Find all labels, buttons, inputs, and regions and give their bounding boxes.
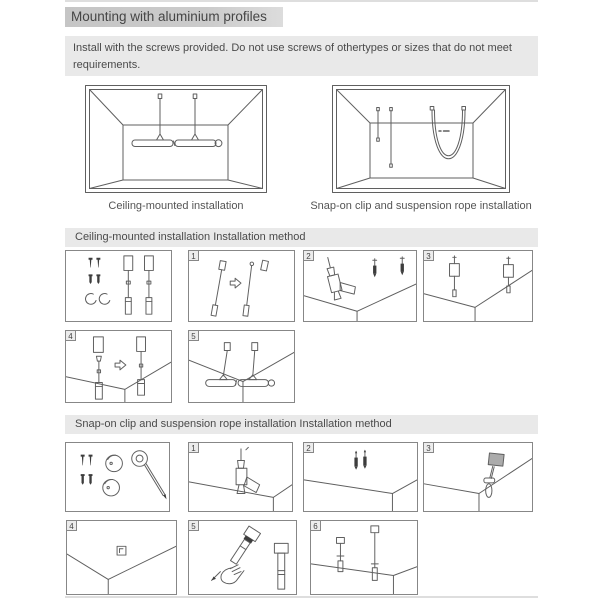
step-number-badge: 4 [66,520,77,531]
mounted-plate-step-icon [67,521,176,594]
rope-installation-room-diagram [332,85,510,193]
hanging-ropes-step-icon [311,521,417,594]
s2-step-panel-4 [66,520,177,595]
canopy-mounting-step-icon [424,251,532,321]
ceiling-mounted-room-diagram [85,85,267,193]
section-heading-ceiling: Ceiling-mounted installation Installation method [65,228,538,247]
page-title: Mounting with aluminium profiles [65,7,283,27]
s1-step-panel-2 [303,250,417,322]
top-divider [65,0,538,2]
step-number-badge: 1 [188,442,199,453]
s2-step-panel-3 [423,442,533,512]
s2-step-panel-1 [188,442,293,512]
s2-parts-panel [65,442,170,512]
step-number-badge: 3 [423,442,434,453]
wire-kit-parts-icon [66,251,171,321]
s1-parts-panel [65,250,172,322]
ceiling-mounted-caption: Ceiling-mounted installation [108,200,244,212]
anchors-ceiling-step-icon [304,443,417,511]
step-number-badge: 2 [303,442,314,453]
drill-up-step-icon [189,443,292,511]
s1-step-panel-1 [188,250,295,322]
step-number-badge: 5 [188,520,199,531]
step-number-badge: 2 [303,250,314,261]
s1-step-panel-3 [423,250,533,322]
s1-step-panel-4 [65,330,172,403]
clip-plate-step-icon [424,443,532,511]
bottom-divider [65,596,538,598]
s2-step-panel-2 [303,442,418,512]
rope-installation-caption: Snap-on clip and suspension rope installation [310,200,532,212]
wire-attach-step-icon [66,331,171,402]
room-perspective-ceiling-icon [85,85,267,193]
section-heading-rope: Snap-on clip and suspension rope installation Installation method [65,415,538,434]
s2-step-panel-5 [188,520,297,595]
step-number-badge: 5 [188,330,199,341]
wire-assembly-step-icon [189,251,294,321]
s2-step-panel-6 [310,520,418,595]
step-number-badge: 6 [310,520,321,531]
s1-step-panel-5 [188,330,295,403]
step-number-badge: 3 [423,250,434,261]
drill-ceiling-step-icon [304,251,416,321]
notice-text: Install with the screws provided. Do not use screws of othertypes or sizes that do not meet requirements. [65,36,538,76]
step-number-badge: 4 [65,330,76,341]
hand-adjust-rope-step-icon [189,521,296,594]
step-number-badge: 1 [188,250,199,261]
hanging-fixture-step-icon [189,331,294,402]
rope-kit-parts-icon [66,443,169,511]
room-perspective-rope-icon [332,85,510,193]
